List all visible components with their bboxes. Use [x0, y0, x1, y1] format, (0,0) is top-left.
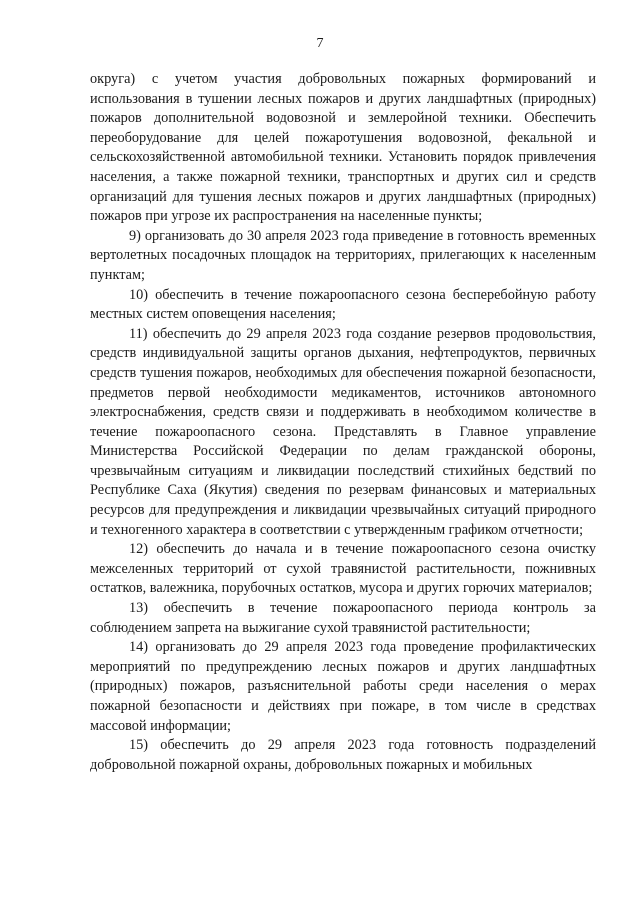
- page-number: 7: [316, 36, 324, 51]
- paragraph-item-14: 14) организовать до 29 апреля 2023 года проведение профилактических мероприятий по предупреждению лесных пожаров и других ландшафтных (природных) пожаров, разъяснительной работы среди населения о мерах пожарной безопасности и действиях при пожаре, в том числе в средствах массовой информации;: [90, 639, 596, 734]
- paragraph-item-13: 13) обеспечить в течение пожароопасного периода контроль за соблюдением запрета на выжигание сухой травянистой растительности;: [90, 600, 596, 636]
- paragraph-item-15: 15) обеспечить до 29 апреля 2023 года готовность подразделений добровольной пожарной охраны, добровольных пожарных и мобильных: [90, 737, 596, 773]
- paragraph-item-12: 12) обеспечить до начала и в течение пожароопасного сезона очистку межселенных территорий от сухой травянистой растительности, пожнивных остатков, валежника, порубочных остатков, мусора и других горючих материалов;: [90, 541, 596, 597]
- document-body: [90, 70, 596, 775]
- paragraph-continuation: округа) с учетом участия добровольных пожарных формирований и использования в тушении лесных пожаров и других ландшафтных (природных) пожаров дополнительной водовозной и землеройной техники. Обеспечить переоборудование для целей пожаротушения водовозной, фекальной и сельскохозяйственной автомобильной техники. Установить порядок привлечения населения, а также пожарной техники, транспортных и других сил и средств организаций для тушения лесных пожаров и других ландшафтных (природных) пожаров при угрозе их распространения на населенные пункты;: [90, 71, 596, 225]
- paragraph-item-10: 10) обеспечить в течение пожароопасного сезона бесперебойную работу местных систем оповещения населения;: [90, 286, 596, 323]
- paragraph-item-9: 9) организовать до 30 апреля 2023 года приведение в готовность временных вертолетных посадочных площадок на территориях, прилегающих к населенным пунктам;: [90, 227, 596, 283]
- paragraph-item-11: 11) обеспечить до 29 апреля 2023 года создание резервов продовольствия, средств индивидуальной защиты органов дыхания, нефтепродуктов, первичных средств тушения пожаров, необходимых для обеспечения пожарной безопасности, предметов первой необходимости медикаментов, источников автономного электроснабжения, средств связи и поддерживать в необходимом количестве в течение пожароопасного сезона. Представлять в Главное управление Министерства Российской Федерации по делам гражданской обороны, чрезвычайным ситуациям и ликвидации последствий стихийных бедствий по Республике Саха (Якутия) сведения по резервам финансовых и материальных ресурсов для предупреждения и ликвидации чрезвычайных ситуаций природного и техногенного характера в соответствии с утвержденным графиком отчетности;: [90, 325, 596, 538]
